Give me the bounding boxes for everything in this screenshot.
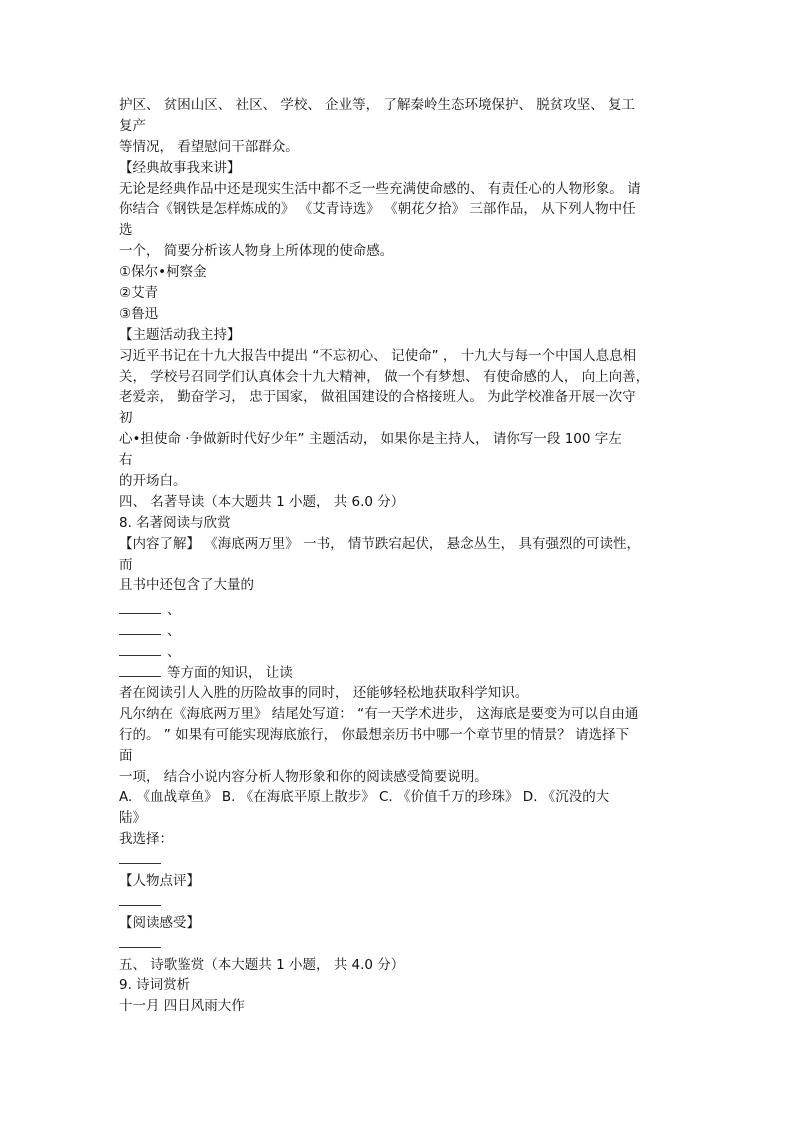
option-item: ②艾青 bbox=[119, 285, 159, 302]
answer-blank[interactable] bbox=[119, 851, 161, 864]
answer-blank[interactable] bbox=[119, 641, 161, 656]
text-line: 面 bbox=[119, 747, 133, 764]
blank-separator: 、 bbox=[167, 623, 181, 640]
option-item: ③鲁迅 bbox=[119, 305, 159, 322]
answer-blank[interactable] bbox=[119, 599, 161, 614]
poem-title: 十一月 四日风雨大作 bbox=[119, 998, 245, 1015]
text-line: 【内容了解】 《海底两万里》 一书， 情节跌宕起伏， 悬念丛生， 具有强烈的可读性， bbox=[119, 535, 640, 552]
choice-options: A. 《血战章鱼》 B. 《在海底平原上散步》 C. 《价值千万的珍珠》 D. 《沉没的大 bbox=[119, 789, 610, 806]
text-line: 复产 bbox=[119, 117, 146, 134]
text-line: 初 bbox=[119, 410, 133, 427]
text-line: 老爱亲， 勤奋学习， 忠于国家， 做祖国建设的合格接班人。 为此学校准备开展一次守 bbox=[119, 389, 636, 406]
text-line: 选 bbox=[119, 222, 133, 239]
answer-line bbox=[119, 892, 684, 913]
fill-blank-line bbox=[119, 620, 684, 641]
option-item: ①保尔•柯察金 bbox=[119, 264, 207, 281]
section-heading: 【阅读感受】 bbox=[119, 914, 200, 931]
answer-line bbox=[119, 850, 684, 871]
answer-blank[interactable] bbox=[119, 935, 161, 948]
text-line: 习近平书记在十九大报告中提出 “不忘初心、 记使命” ， 十九大与每一个中国人息息相 bbox=[119, 347, 637, 364]
text-line: 一项， 结合小说内容分析人物形象和你的阅读感受简要说明。 bbox=[119, 768, 488, 785]
text-line: 而 bbox=[119, 556, 133, 573]
section-title: 四、 名著导读（本大题共 1 小题， 共 6.0 分） bbox=[119, 493, 405, 510]
blank-separator: 、 bbox=[167, 644, 181, 661]
text-line: 凡尔纳在《海底两万里》 结尾处写道： “有一天学术进步， 这海底是要变为可以自由通 bbox=[119, 705, 639, 722]
answer-line bbox=[119, 934, 684, 955]
fill-blank-line bbox=[119, 641, 684, 662]
choice-options: 陆》 bbox=[119, 810, 146, 827]
question-title: 9. 诗词赏析 bbox=[119, 977, 191, 994]
text-line: 右 bbox=[119, 452, 133, 469]
text-line: 护区、 贫困山区、 社区、 学校、 企业等， 了解秦岭生态环境保护、 脱贫攻坚、 复工 bbox=[119, 97, 636, 113]
answer-blank[interactable] bbox=[119, 662, 161, 677]
text-line: 无论是经典作品中还是现实生活中都不乏一些充满使命感的、 有责任心的人物形象。 请 bbox=[119, 180, 641, 197]
text-line: 等情况， 看望慰问干部群众。 bbox=[119, 138, 299, 155]
text-line: 的开场白。 bbox=[119, 473, 187, 490]
section-heading: 【主题活动我主持】 bbox=[119, 326, 241, 343]
fill-blank-line bbox=[119, 599, 684, 620]
text-line: 关， 学校号召同学们认真体会十九大精神， 做一个有梦想、 有使命感的人， 向上向善， bbox=[119, 368, 650, 385]
text-line: 你结合《钢铁是怎样炼成的》 《艾青诗选》 《朝花夕拾》 三部作品， 从下列人物中任 bbox=[119, 201, 636, 218]
text-line: 者在阅读引人入胜的历险故事的同时， 还能够轻松地获取科学知识。 bbox=[119, 684, 529, 701]
question-title: 8. 名著阅读与欣赏 bbox=[119, 514, 231, 531]
document-page bbox=[119, 95, 684, 1017]
text-line: 心•担使命 ·争做新时代好少年” 主题活动， 如果你是主持人， 请你写一段 100 字左 bbox=[119, 431, 622, 448]
blank-separator: 、 bbox=[167, 602, 181, 619]
fill-blank-line bbox=[119, 662, 684, 683]
text-line: 行的。 ” 如果有可能实现海底旅行， 你最想亲历书中哪一个章节里的情景？ 请选择下 bbox=[119, 726, 630, 743]
text-line: 我选择： bbox=[119, 831, 173, 848]
answer-blank[interactable] bbox=[119, 620, 161, 635]
text-line: 一个， 简要分析该人物身上所体现的使命感。 bbox=[119, 243, 394, 260]
answer-blank[interactable] bbox=[119, 893, 161, 906]
blank-tail-text: 等方面的知识， 让读 bbox=[167, 665, 293, 682]
section-heading: 【人物点评】 bbox=[119, 872, 200, 889]
section-title: 五、 诗歌鉴赏（本大题共 1 小题， 共 4.0 分） bbox=[119, 956, 405, 973]
section-heading: 【经典故事我来讲】 bbox=[119, 159, 241, 176]
text-line: 且书中还包含了大量的 bbox=[119, 577, 254, 594]
